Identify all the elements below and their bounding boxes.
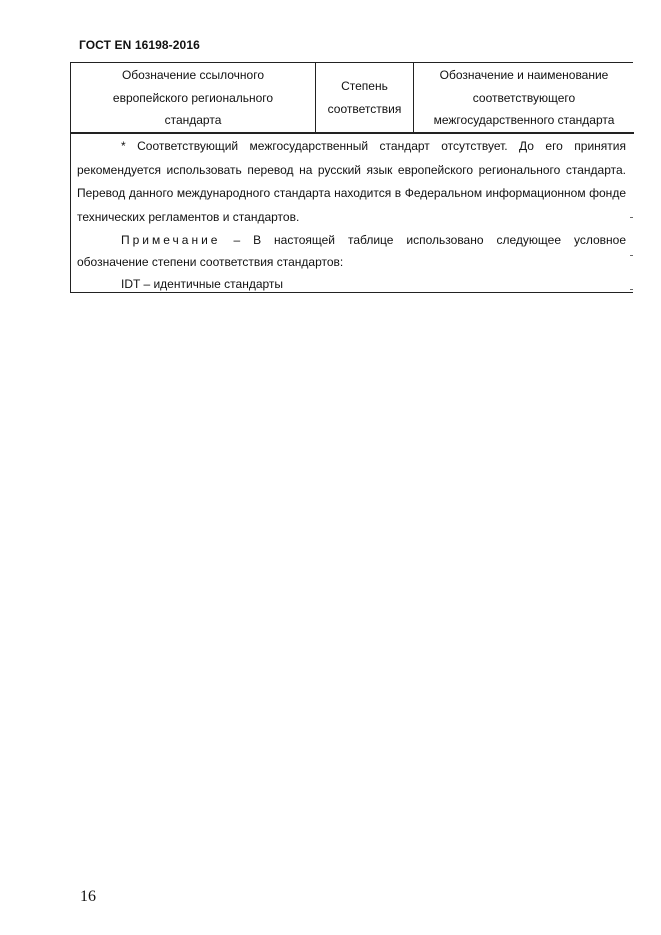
column-header-line: соответствующего [472,90,576,105]
column-header-line: Обозначение ссылочного [121,68,265,83]
column-header-conformity-degree [316,63,414,133]
page-number: 16 [80,888,96,905]
references-table [70,62,633,293]
table-footnote-cell [77,135,626,297]
column-header-line: европейского регионального [112,90,274,105]
edge-mark [630,255,633,256]
column-header-reference-standard [71,63,316,133]
header-divider [71,132,634,134]
column-header-line: Степень [341,79,388,93]
edge-mark [630,217,633,218]
note-label: Примечание [121,233,221,247]
column-header-interstate-standard [414,63,634,133]
footnote-paragraph: * Соответствующий межгосударственный стандарт отсутствует. До его принятия рекомендуется использовать перевод на русский язык европейского регионального стандарта. Перевод данного международного стандарта находится в Федеральном информационном фонде технических регламентов и стандартов. [77,139,626,224]
column-header-line: Обозначение и наименование [439,68,609,83]
document-header: ГОСТ EN 16198-2016 [79,38,200,52]
edge-mark [630,289,633,290]
column-header-line: межгосударственного стандарта [433,113,615,128]
column-header-line: стандарта [164,113,222,128]
note-text: – В настоящей таблице использовано следующее условное обозначение степени соответствия стандартов: [77,233,626,269]
idt-definition: IDT – идентичные стандарты [121,277,284,291]
column-header-line: соответствия [327,102,402,116]
note-paragraph [77,229,626,273]
